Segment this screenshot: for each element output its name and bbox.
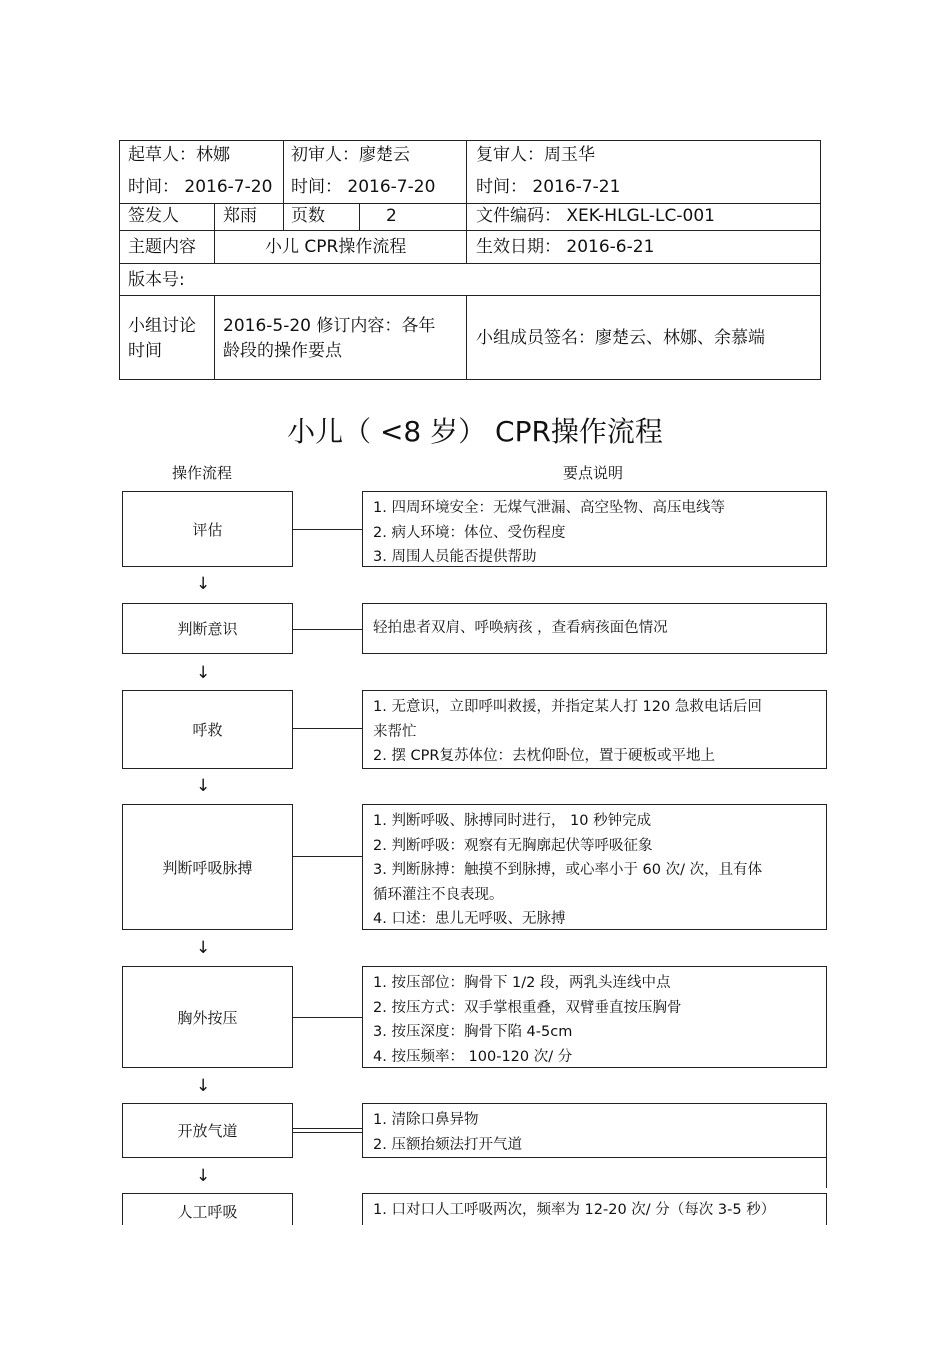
step-box: 人工呼吸 — [122, 1193, 293, 1253]
down-arrow-icon: ↓ — [196, 1076, 211, 1096]
note-line: 1. 按压部位：胸骨下 1/2 段，两乳头连线中点 — [373, 975, 671, 991]
member-signatures: 小组成员签名：廖楚云、林娜、余慕端 — [476, 328, 765, 348]
note-line: 1. 口对口人工呼吸两次，频率为 12-20 次/ 分（每次 3-5 秒） — [373, 1202, 776, 1218]
divider — [214, 295, 215, 380]
divider — [119, 295, 821, 296]
note-line: 来帮忙 — [373, 723, 417, 740]
column-heading-procedure: 操作流程 — [172, 464, 233, 482]
down-arrow-icon: ↓ — [196, 574, 211, 594]
step-box: 判断呼吸脉搏 — [122, 804, 293, 930]
note-line: 2. 判断呼吸：观察有无胸廓起伏等呼吸征象 — [373, 837, 653, 854]
discussion-content-2: 龄段的操作要点 — [223, 341, 342, 361]
step-box: 判断意识 — [122, 603, 293, 654]
connector-line — [293, 728, 362, 729]
second-review-time: 时间： 2016-7-21 — [476, 177, 621, 197]
divider — [119, 263, 821, 264]
divider — [119, 230, 821, 231]
document-code: 文件编码： XEK-HLGL-LC-001 — [476, 206, 715, 226]
step-notes — [362, 603, 827, 654]
subject: 小儿 CPR操作流程 — [265, 237, 407, 257]
down-arrow-icon: ↓ — [196, 1166, 211, 1186]
note-line: 2. 压额抬颏法打开气道 — [373, 1136, 522, 1153]
step-box: 胸外按压 — [122, 966, 293, 1068]
divider — [214, 203, 215, 230]
column-heading-notes: 要点说明 — [563, 464, 624, 482]
down-arrow-icon: ↓ — [196, 938, 211, 958]
issuer-label: 签发人 — [128, 206, 179, 226]
connector-line — [293, 1132, 362, 1133]
first-review-time: 时间： 2016-7-20 — [291, 177, 436, 197]
step-notes — [362, 804, 827, 930]
connector-line — [293, 1017, 362, 1018]
issuer: 郑雨 — [223, 206, 257, 226]
note-line: 1. 判断呼吸、脉搏同时进行， 10 秒钟完成 — [373, 813, 652, 829]
effective-date: 生效日期： 2016-6-21 — [476, 237, 655, 257]
discussion-label-2: 时间 — [128, 341, 162, 361]
step-box: 评估 — [122, 491, 293, 567]
step-box: 呼救 — [122, 690, 293, 769]
divider — [359, 203, 360, 230]
step-notes — [362, 966, 827, 1068]
down-arrow-icon: ↓ — [196, 776, 211, 796]
step-notes — [362, 491, 827, 567]
drafter-time: 时间： 2016-7-20 — [128, 177, 273, 197]
pages-value: 2 — [386, 206, 397, 226]
note-line: 3. 按压深度：胸骨下陷 4-5cm — [373, 1024, 573, 1040]
discussion-label: 小组讨论 — [128, 316, 196, 336]
connector-line — [293, 1128, 362, 1129]
note-line: 1. 四周环境安全：无煤气泄漏、高空坠物、高压电线等 — [373, 500, 725, 516]
note-line: 2. 摆 CPR复苏体位：去枕仰卧位，置于硬板或平地上 — [373, 748, 715, 764]
note-line: 循环灌注不良表现。 — [373, 886, 504, 903]
discussion-content: 2016-5-20 修订内容：各年 — [223, 316, 436, 336]
divider — [283, 140, 284, 203]
note-line: 3. 判断脉搏：触摸不到脉搏，或心率小于 60 次/ 次，且有体 — [373, 862, 763, 878]
connector-line — [293, 529, 362, 530]
drafter: 起草人：林娜 — [128, 145, 230, 165]
divider — [214, 230, 215, 263]
note-line: 1. 清除口鼻异物 — [373, 1112, 479, 1128]
note-line: 1. 无意识，立即呼叫救援，并指定某人打 120 急救电话后回 — [373, 699, 762, 715]
note-line: 4. 口述：患儿无呼吸、无脉搏 — [373, 911, 566, 927]
divider — [826, 1158, 827, 1188]
divider — [466, 295, 467, 380]
connector-line — [293, 629, 362, 630]
divider — [283, 203, 284, 230]
connector-line — [293, 856, 362, 857]
first-reviewer: 初审人：廖楚云 — [291, 145, 410, 165]
divider — [466, 140, 467, 263]
note-line: 2. 按压方式：双手掌根重叠，双臂垂直按压胸骨 — [373, 999, 682, 1016]
version-label: 版本号: — [128, 270, 185, 290]
pages-label: 页数 — [291, 206, 325, 226]
step-box: 开放气道 — [122, 1103, 293, 1158]
page-title: 小儿（ <8 岁） CPR操作流程 — [287, 415, 663, 448]
note-line: 3. 周围人员能否提供帮助 — [373, 549, 537, 565]
note-line: 4. 按压频率： 100-120 次/ 分 — [373, 1048, 573, 1065]
note-line: 轻拍患者双肩、呼唤病孩 ，查看病孩面色情况 — [373, 620, 668, 636]
second-reviewer: 复审人：周玉华 — [476, 145, 595, 165]
subject-label: 主题内容 — [128, 237, 196, 257]
page-bottom-margin — [0, 1225, 950, 1345]
step-notes — [362, 1103, 827, 1158]
step-notes — [362, 690, 827, 769]
down-arrow-icon: ↓ — [196, 663, 211, 683]
note-line: 2. 病人环境：体位、受伤程度 — [373, 524, 566, 541]
